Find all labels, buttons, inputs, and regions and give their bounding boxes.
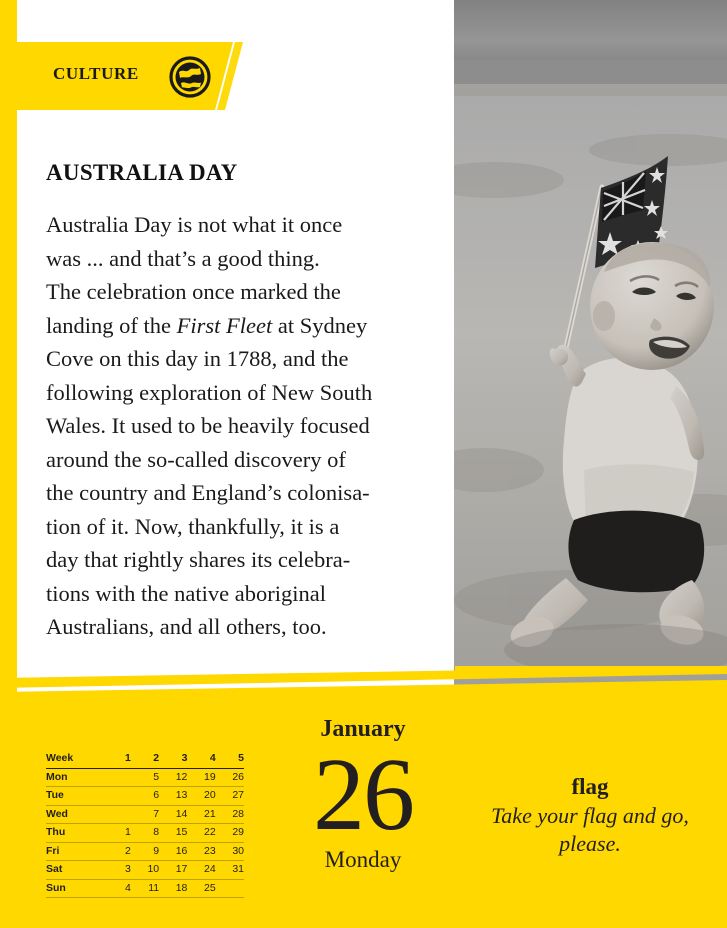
- calendar-week-2: 2: [131, 750, 159, 768]
- calendar-day-tue: Tue: [46, 787, 103, 806]
- calendar-cell: 24: [187, 861, 215, 880]
- article-line-6: following exploration of New South: [46, 379, 373, 405]
- calendar-cell: 20: [187, 787, 215, 806]
- calendar-cell: 4: [103, 879, 131, 898]
- calendar-cell: [103, 787, 131, 806]
- phrase-block: [470, 774, 710, 858]
- article-line-4-b: at Sydney: [272, 312, 368, 338]
- date-block: [258, 716, 468, 873]
- article-title: AUSTRALIA DAY: [46, 160, 238, 185]
- calendar-day-sat: Sat: [46, 861, 103, 880]
- calendar-cell: 30: [216, 842, 244, 861]
- article-body: [46, 208, 438, 644]
- calendar-week-4: 4: [187, 750, 215, 768]
- calendar-cell: 15: [159, 824, 187, 843]
- table-row: [46, 861, 244, 880]
- calendar-cell: 1: [103, 824, 131, 843]
- article-line-7: Wales. It used to be heavily focused: [46, 413, 370, 438]
- calendar-cell: 27: [216, 787, 244, 806]
- calendar-cell: [216, 879, 244, 898]
- calendar-cell: 9: [131, 842, 159, 861]
- article-line-1: Australia Day is not what it once: [46, 212, 343, 237]
- calendar-cell: 7: [131, 805, 159, 824]
- left-accent-bar: [0, 0, 17, 700]
- article-line-3: The celebration once marked the: [46, 279, 341, 304]
- phrase-translation: Take your flag and go, please.: [491, 803, 689, 856]
- calendar-day-fri: Fri: [46, 842, 103, 861]
- article-line-10: tion of it. Now, thankfully, it is a: [46, 513, 340, 539]
- calendar-cell: 13: [159, 787, 187, 806]
- calendar-cell: 12: [159, 768, 187, 787]
- photo-baby-with-flag: [454, 0, 727, 694]
- calendar-cell: 29: [216, 824, 244, 843]
- calendar-cell: [103, 805, 131, 824]
- calendar-cell: 11: [131, 879, 159, 898]
- article-line-5: Cove on this day in 1788, and the: [46, 346, 349, 371]
- table-row: [46, 805, 244, 824]
- calendar-cell: 14: [159, 805, 187, 824]
- calendar-cell: 19: [187, 768, 215, 787]
- calendar-cell: 8: [131, 824, 159, 843]
- article-line-11: day that rightly shares its celebra-: [46, 547, 351, 572]
- calendar-week-5: 5: [216, 750, 244, 768]
- article-line-12: tions with the native aboriginal: [46, 580, 326, 606]
- calendar-cell: 21: [187, 805, 215, 824]
- weekday-label: Monday: [324, 847, 402, 872]
- week-calendar-table: [46, 750, 244, 898]
- calendar-cell: 18: [159, 879, 187, 898]
- calendar-week-label: Week: [46, 750, 103, 768]
- article: [46, 160, 438, 644]
- calendar-cell: 26: [216, 768, 244, 787]
- calendar-cell: 2: [103, 842, 131, 861]
- calendar-cell: 5: [131, 768, 159, 787]
- phrase-word: flag: [571, 774, 609, 799]
- article-line-13: Australians, and all others, too.: [46, 614, 327, 639]
- calendar-week-1: 1: [103, 750, 131, 768]
- article-italic-title: First Fleet: [176, 312, 273, 338]
- date-panel: [0, 704, 727, 928]
- globe-icon: [169, 56, 211, 98]
- calendar-cell: 6: [131, 787, 159, 806]
- calendar-header-row: [46, 750, 244, 768]
- calendar-day-thu: Thu: [46, 824, 103, 843]
- article-line-9: the country and England’s colonisa-: [46, 480, 370, 505]
- table-row: [46, 787, 244, 806]
- calendar-cell: 23: [187, 842, 215, 861]
- calendar-cell: [103, 768, 131, 787]
- table-row: [46, 824, 244, 843]
- calendar-cell: 16: [159, 842, 187, 861]
- week-calendar: [46, 750, 244, 898]
- calendar-day-mon: Mon: [46, 768, 103, 787]
- month-label: January: [320, 716, 406, 742]
- calendar-cell: 22: [187, 824, 215, 843]
- calendar-day-wed: Wed: [46, 805, 103, 824]
- day-number: 26: [313, 737, 413, 852]
- calendar-cell: 17: [159, 861, 187, 880]
- table-row: [46, 879, 244, 898]
- calendar-cell: 31: [216, 861, 244, 880]
- calendar-cell: 10: [131, 861, 159, 880]
- article-line-2: was ... and that’s a good thing.: [46, 245, 320, 271]
- article-line-4-a: landing of the: [46, 312, 177, 338]
- article-line-8: around the so-called discovery of: [46, 446, 346, 472]
- calendar-cell: 3: [103, 861, 131, 880]
- calendar-week-3: 3: [159, 750, 187, 768]
- table-row: [46, 842, 244, 861]
- calendar-day-sun: Sun: [46, 879, 103, 898]
- calendar-cell: 28: [216, 805, 244, 824]
- calendar-cell: 25: [187, 879, 215, 898]
- table-row: [46, 768, 244, 787]
- category-label: CULTURE: [53, 64, 139, 83]
